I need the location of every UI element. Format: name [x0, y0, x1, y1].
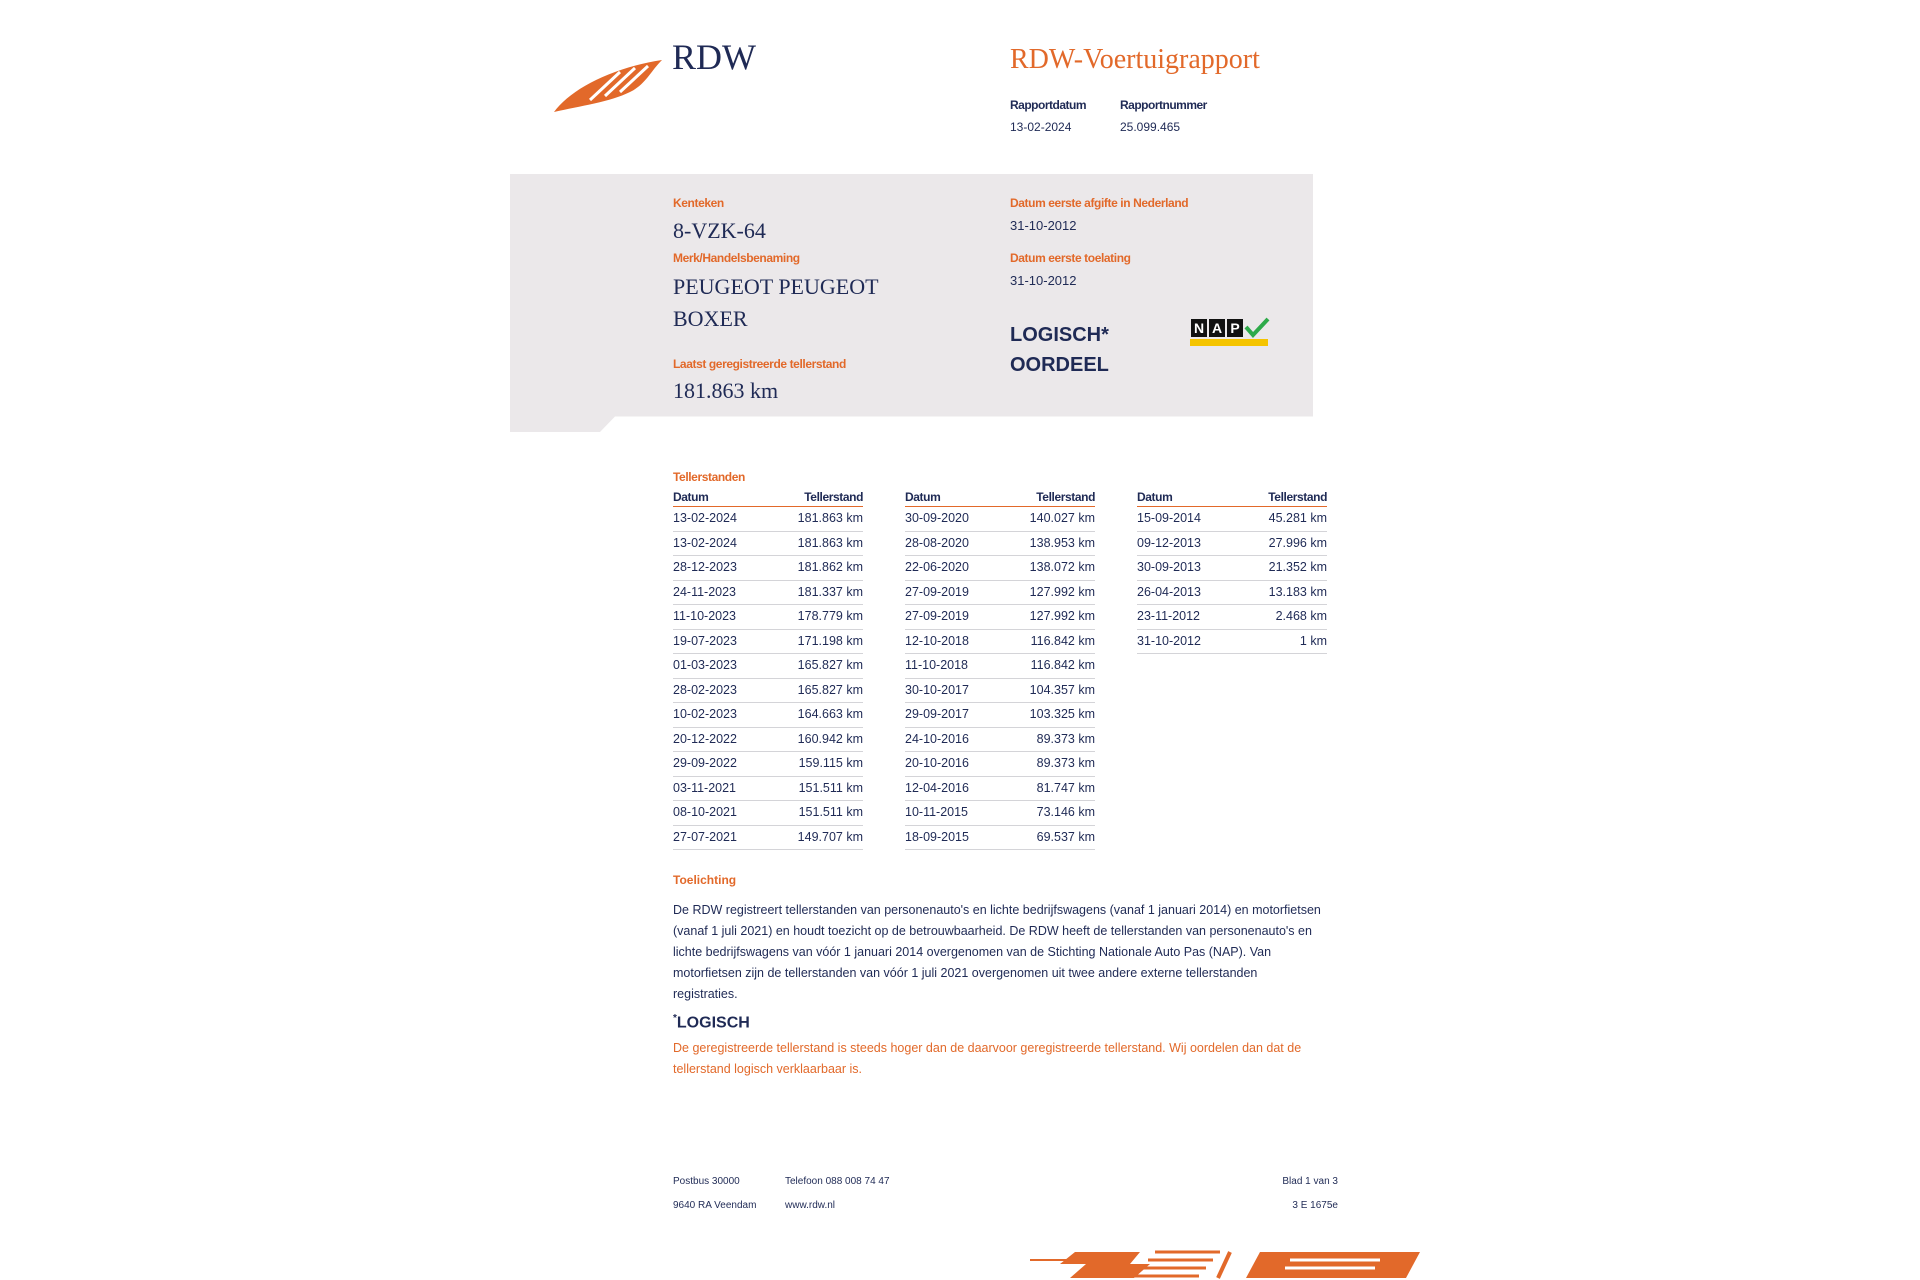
table-row [1137, 581, 1327, 606]
plate-label: Kenteken [673, 196, 724, 210]
reading-date: 31-10-2012 [1137, 633, 1201, 648]
table-row [905, 801, 1095, 826]
reading-date: 30-09-2020 [905, 511, 969, 525]
table-row [673, 581, 863, 606]
reading-value: 13.183 km [1268, 584, 1327, 599]
table-row [905, 777, 1095, 802]
reading-value: 138.072 km [1029, 560, 1095, 574]
table-row [673, 654, 863, 679]
table-row [905, 581, 1095, 606]
table-row [1137, 605, 1327, 630]
odometer-value: 181.863 km [673, 378, 779, 403]
explanation-text: De RDW registreert tellerstanden van personenauto's en lichte bedrijfswagens (vanaf 1 januari 2014) en motorfietsen (vanaf 1 juli 2021) en houdt toezicht op de betrouwbaarheid. De RDW heeft de tellerstanden van personenauto's en lichte bedrijfswagens van vóór 1 januari 2014 overgenomen van de Stichting Nationale Auto Pas (NAP). Van motorfietsen zijn de tellerstanden van vóór 1 juli 2021 overgenomen uit twee andere externe tellerstanden registraties. [673, 903, 1321, 1001]
table-row [673, 532, 863, 557]
reading-date: 08-10-2021 [673, 805, 737, 819]
logisch-title: LOGISCH [676, 1014, 750, 1032]
reading-date: 22-06-2020 [905, 560, 969, 574]
footer-web[interactable]: www.rdw.nl [785, 1200, 836, 1211]
table-row [673, 556, 863, 581]
reading-value: 116.842 km [1030, 658, 1095, 672]
reading-date: 29-09-2017 [905, 707, 969, 721]
reading-date: 01-03-2023 [673, 658, 737, 672]
report-number-value: 25.099.465 [1120, 120, 1181, 134]
reading-value: 45.281 km [1268, 511, 1327, 525]
footer-city: 9640 RA Veendam [673, 1200, 757, 1211]
logisch-text: De geregistreerde tellerstand is steeds hoger dan de daarvoor geregistreerde tellerstand. Wij oordelen dan dat de tellerstand logisch verklaarbaar is. [673, 1041, 1302, 1076]
brand-name: RDW [672, 37, 756, 77]
reading-date: 28-12-2023 [673, 560, 737, 574]
first-nl-value: 31-10-2012 [1010, 218, 1077, 233]
reading-value: 160.942 km [797, 731, 863, 746]
reading-value: 181.862 km [797, 560, 863, 574]
table-header [1137, 490, 1327, 507]
reading-value: 181.863 km [797, 535, 863, 550]
table-row [905, 679, 1095, 704]
reading-date: 24-11-2023 [673, 584, 737, 599]
reading-date: 23-11-2012 [1137, 609, 1201, 623]
table-row [673, 826, 863, 851]
reading-value: 159.115 km [798, 756, 863, 770]
reading-date: 27-07-2021 [673, 829, 737, 844]
table-row [1137, 630, 1327, 655]
col-date-header: Datum [1137, 490, 1173, 504]
footer-page-number: Blad 1 van 3 [1282, 1176, 1338, 1187]
table-row [905, 728, 1095, 753]
reading-date: 30-09-2013 [1137, 560, 1201, 574]
reading-date: 29-09-2022 [673, 756, 737, 770]
reading-date: 30-10-2017 [905, 682, 969, 697]
reading-date: 03-11-2021 [673, 780, 737, 795]
reading-value: 116.842 km [1030, 633, 1095, 648]
reading-value: 69.537 km [1036, 829, 1095, 844]
reading-value: 151.511 km [798, 780, 863, 795]
table-row [905, 556, 1095, 581]
reading-value: 164.663 km [797, 707, 863, 721]
logisch-marker: * [673, 1013, 677, 1024]
report-date-value: 13-02-2024 [1010, 120, 1072, 134]
table-row [905, 826, 1095, 851]
first-nl-label: Datum eerste afgifte in Nederland [1010, 196, 1189, 210]
table-row [673, 679, 863, 704]
reading-value: 151.511 km [798, 805, 863, 819]
first-admission-value: 31-10-2012 [1010, 273, 1077, 288]
reading-date: 27-09-2019 [905, 609, 969, 623]
reading-date: 27-09-2019 [905, 584, 969, 599]
odometer-label: Laatst geregistreerde tellerstand [673, 357, 846, 371]
table-row [1137, 532, 1327, 557]
reading-date: 20-10-2016 [905, 756, 969, 770]
report-title: RDW-Voertuigrapport [1010, 44, 1260, 75]
reading-date: 24-10-2016 [905, 731, 969, 746]
table-row [673, 630, 863, 655]
table-row [905, 507, 1095, 532]
verdict [1010, 320, 1109, 380]
reading-date: 28-08-2020 [905, 535, 969, 550]
table-row [905, 630, 1095, 655]
table-row [905, 752, 1095, 777]
reading-value: 1 km [1299, 633, 1327, 648]
reading-date: 12-04-2016 [905, 780, 969, 795]
reading-date: 15-09-2014 [1137, 511, 1201, 525]
reading-date: 09-12-2013 [1137, 535, 1201, 550]
footer-address [673, 1170, 756, 1218]
reading-date: 11-10-2023 [673, 609, 737, 623]
make-label: Merk/Handelsbenaming [673, 251, 800, 265]
reading-value: 89.373 km [1036, 756, 1095, 770]
reading-value: 89.373 km [1036, 731, 1095, 746]
vehicle-info-box [510, 174, 1313, 432]
reading-date: 28-02-2023 [673, 682, 737, 697]
readings-title: Tellerstanden [673, 470, 745, 484]
table-row [905, 703, 1095, 728]
rdw-logo-icon [550, 50, 670, 120]
svg-text:N: N [1193, 320, 1205, 336]
readings-table-3 [1137, 490, 1327, 654]
reading-date: 10-02-2023 [673, 707, 737, 721]
report-number-label: Rapportnummer [1120, 98, 1207, 112]
reading-value: 2.468 km [1275, 609, 1327, 623]
verdict-line1: LOGISCH* [1010, 324, 1109, 346]
reading-value: 165.827 km [797, 682, 863, 697]
footer-postbus: Postbus 30000 [673, 1176, 740, 1187]
table-row [1137, 507, 1327, 532]
table-header [905, 490, 1095, 507]
logisch-heading [673, 1013, 750, 1032]
report-page [510, 0, 1415, 1280]
reading-value: 104.357 km [1029, 682, 1095, 697]
col-date-header: Datum [905, 490, 941, 504]
explanation-title: Toelichting [673, 873, 737, 887]
svg-text:P: P [1230, 320, 1240, 336]
reading-date: 13-02-2024 [673, 535, 737, 550]
footer-page [1210, 1170, 1338, 1218]
reading-date: 11-10-2018 [905, 658, 969, 672]
report-number [1120, 98, 1207, 134]
table-row [673, 728, 863, 753]
readings-table-1 [673, 490, 863, 850]
table-row [905, 654, 1095, 679]
plate-value: 8-VZK-64 [673, 218, 766, 243]
reading-value: 103.325 km [1029, 707, 1095, 721]
reading-value: 127.992 km [1029, 609, 1095, 623]
reading-value: 178.779 km [797, 609, 863, 623]
reading-date: 10-11-2015 [905, 805, 969, 819]
table-row [905, 605, 1095, 630]
col-value-header: Tellerstand [1268, 490, 1327, 504]
table-row [1137, 556, 1327, 581]
reading-date: 13-02-2024 [673, 511, 737, 525]
reading-value: 81.747 km [1036, 780, 1095, 795]
reading-date: 18-09-2015 [905, 829, 969, 844]
report-date [1010, 98, 1086, 134]
table-row [673, 507, 863, 532]
nap-check-icon [1190, 317, 1270, 347]
make-line2: BOXER [673, 306, 748, 331]
svg-text:A: A [1211, 320, 1223, 336]
report-date-label: Rapportdatum [1010, 98, 1086, 112]
reading-value: 171.198 km [797, 633, 863, 648]
reading-date: 26-04-2013 [1137, 584, 1201, 599]
col-value-header: Tellerstand [1036, 490, 1095, 504]
decorative-stripes-icon [1030, 1248, 1420, 1280]
reading-value: 181.863 km [797, 511, 863, 525]
table-row [673, 703, 863, 728]
readings-table-2 [905, 490, 1095, 850]
reading-value: 138.953 km [1029, 535, 1095, 550]
col-date-header: Datum [673, 490, 709, 504]
footer-contact [785, 1170, 890, 1218]
first-admission-label: Datum eerste toelating [1010, 251, 1131, 265]
reading-date: 19-07-2023 [673, 633, 737, 648]
reading-value: 127.992 km [1029, 584, 1095, 599]
reading-date: 12-10-2018 [905, 633, 969, 648]
reading-value: 73.146 km [1036, 805, 1095, 819]
table-row [673, 605, 863, 630]
make-line1: PEUGEOT PEUGEOT [673, 274, 879, 299]
col-value-header: Tellerstand [804, 490, 863, 504]
table-row [673, 801, 863, 826]
reading-value: 181.337 km [797, 584, 863, 599]
table-row [905, 532, 1095, 557]
verdict-line2: OORDEEL [1010, 354, 1109, 376]
footer-phone: Telefoon 088 008 74 47 [785, 1176, 890, 1187]
table-row [673, 777, 863, 802]
reading-value: 21.352 km [1268, 560, 1327, 574]
footer-code: 3 E 1675e [1292, 1200, 1338, 1211]
reading-value: 27.996 km [1268, 535, 1327, 550]
table-row [673, 752, 863, 777]
reading-value: 165.827 km [797, 658, 863, 672]
reading-value: 149.707 km [797, 829, 863, 844]
reading-date: 20-12-2022 [673, 731, 737, 746]
reading-value: 140.027 km [1029, 511, 1095, 525]
table-header [673, 490, 863, 507]
